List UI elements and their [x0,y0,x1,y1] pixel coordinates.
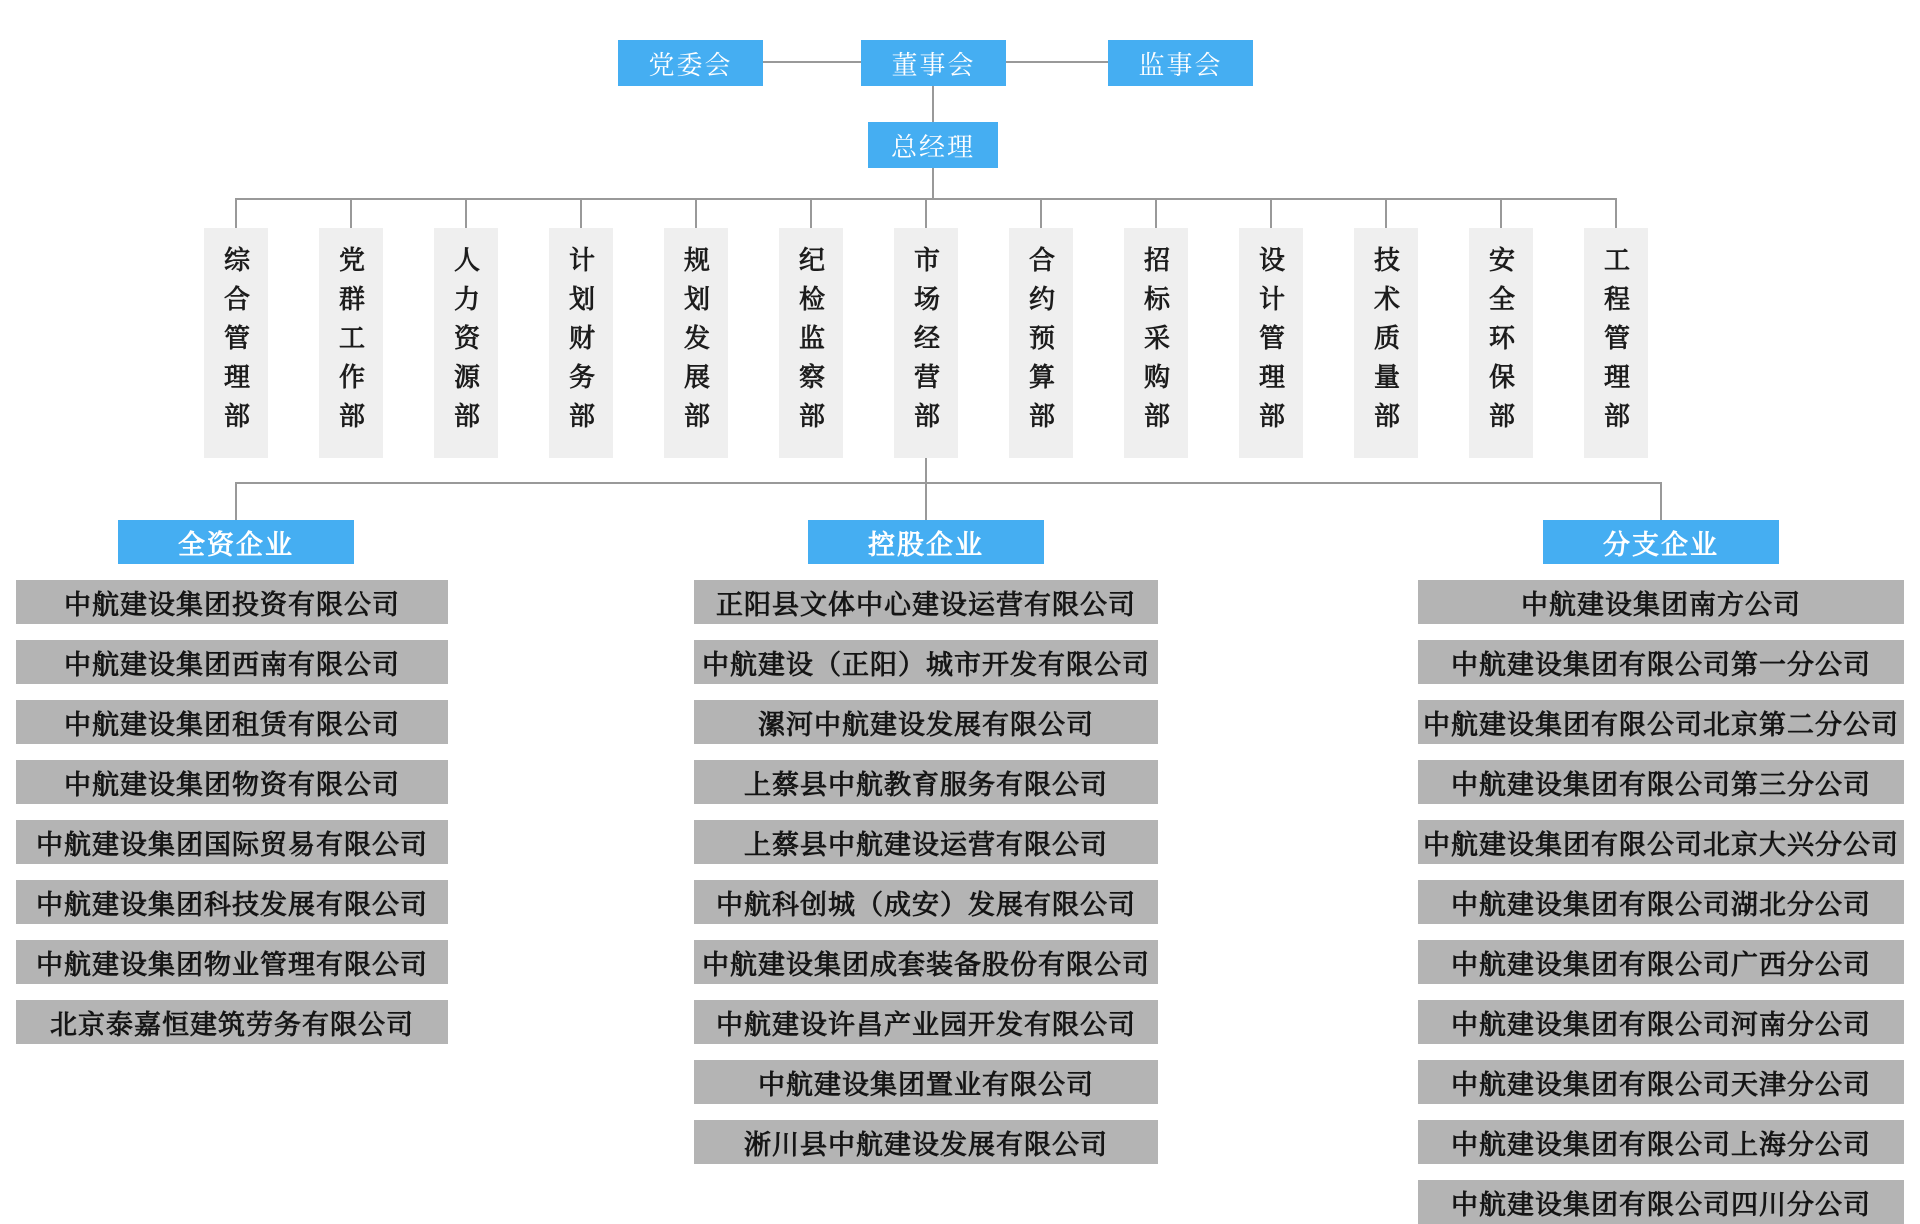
dept-label: 市场经营部 [910,245,941,441]
group-header-wholly-owned [118,520,354,564]
dept-box-planning-dev [664,228,728,458]
company-label: 中航建设集团西南有限公司 [64,649,400,680]
dept-label: 安全环保部 [1485,245,1516,441]
company-box [694,760,1158,804]
company-box [694,880,1158,924]
dept-box-marketing [894,228,958,458]
dept-box-design-mgmt [1239,228,1303,458]
company-box [1418,820,1904,864]
company-box [16,700,448,744]
company-label: 中航建设集团有限公司天津分公司 [1451,1069,1871,1100]
node-board-of-directors [861,40,1006,86]
company-label: 中航科创城（成安）发展有限公司 [716,889,1136,920]
dept-box-plan-finance [549,228,613,458]
connector-line [1270,198,1272,228]
group-header-label: 控股企业 [868,529,984,560]
connector-line [810,198,812,228]
company-box [16,820,448,864]
company-label: 北京泰嘉恒建筑劳务有限公司 [50,1009,414,1040]
connector-line [1040,198,1042,228]
company-label: 中航建设集团租赁有限公司 [64,709,400,740]
company-label: 中航建设集团物业管理有限公司 [36,949,428,980]
company-box [694,580,1158,624]
dept-box-human-resources [434,228,498,458]
company-label: 中航建设集团有限公司北京第二分公司 [1423,709,1899,740]
connector-line [763,61,861,63]
dept-label: 合约预算部 [1025,245,1056,441]
company-label: 上蔡县中航教育服务有限公司 [744,769,1108,800]
dept-label: 党群工作部 [335,245,366,441]
connector-line [925,198,927,228]
company-label: 中航建设集团国际贸易有限公司 [36,829,428,860]
node-label: 总经理 [890,131,975,162]
company-label: 中航建设集团投资有限公司 [64,589,400,620]
dept-label: 设计管理部 [1255,245,1286,441]
dept-box-engineering [1584,228,1648,458]
connector-line [1385,198,1387,228]
company-label: 中航建设集团有限公司第一分公司 [1451,649,1871,680]
node-general-manager [868,122,998,168]
connector-line [1660,482,1662,520]
company-box [1418,1000,1904,1044]
company-box [1418,700,1904,744]
dept-label: 规划发展部 [680,245,711,441]
company-label: 上蔡县中航建设运营有限公司 [744,829,1108,860]
company-label: 中航建设集团有限公司北京大兴分公司 [1423,829,1899,860]
company-label: 中航建设集团有限公司湖北分公司 [1451,889,1871,920]
company-label: 中航建设集团置业有限公司 [758,1069,1094,1100]
connector-line [1615,198,1617,228]
dept-label: 纪检监察部 [795,245,826,441]
connector-line [932,168,934,199]
dept-box-discipline [779,228,843,458]
company-label: 正阳县文体中心建设运营有限公司 [716,589,1136,620]
dept-box-general-admin [204,228,268,458]
dept-box-tech-quality [1354,228,1418,458]
group-header-label: 分支企业 [1603,529,1719,560]
company-label: 中航建设集团南方公司 [1521,589,1801,620]
node-label: 党委会 [648,49,733,80]
dept-label: 招标采购部 [1140,245,1171,441]
company-box [16,580,448,624]
connector-line [235,198,237,228]
dept-label: 技术质量部 [1370,245,1401,441]
dept-label: 工程管理部 [1600,245,1631,441]
company-label: 中航建设集团有限公司上海分公司 [1451,1129,1871,1160]
group-header-label: 全资企业 [178,529,294,560]
connector-line [235,482,1662,484]
connector-line [1155,198,1157,228]
connector-line [350,198,352,228]
company-box [16,760,448,804]
company-label: 中航建设集团科技发展有限公司 [36,889,428,920]
dept-box-safety-env [1469,228,1533,458]
node-supervisory-board [1108,40,1253,86]
company-box [16,880,448,924]
company-label: 漯河中航建设发展有限公司 [758,709,1094,740]
company-box [694,940,1158,984]
company-box [694,820,1158,864]
company-box [694,700,1158,744]
connector-line [235,482,237,520]
group-header-holding [808,520,1044,564]
dept-box-contract-budget [1009,228,1073,458]
group-header-branch [1543,520,1779,564]
connector-line [465,198,467,228]
company-label: 中航建设集团有限公司河南分公司 [1451,1009,1871,1040]
connector-line [925,458,927,520]
company-box [1418,1120,1904,1164]
connector-line [1500,198,1502,228]
company-box [694,1120,1158,1164]
company-box [694,1060,1158,1104]
connector-line [695,198,697,228]
company-box [694,640,1158,684]
company-box [16,940,448,984]
company-label: 中航建设集团有限公司广西分公司 [1451,949,1871,980]
dept-box-party-mass [319,228,383,458]
company-label: 淅川县中航建设发展有限公司 [744,1129,1108,1160]
dept-label: 综合管理部 [220,245,251,441]
company-label: 中航建设集团有限公司第三分公司 [1451,769,1871,800]
company-label: 中航建设（正阳）城市开发有限公司 [702,649,1150,680]
dept-box-bidding [1124,228,1188,458]
connector-line [580,198,582,228]
connector-line [932,86,934,122]
node-label: 监事会 [1138,49,1223,80]
company-box [1418,1180,1904,1224]
company-label: 中航建设许昌产业园开发有限公司 [716,1009,1136,1040]
node-label: 董事会 [891,49,976,80]
company-box [16,1000,448,1044]
company-box [694,1000,1158,1044]
company-box [1418,640,1904,684]
company-box [1418,580,1904,624]
connector-line [1006,61,1108,63]
dept-label: 计划财务部 [565,245,596,441]
company-label: 中航建设集团成套装备股份有限公司 [702,949,1150,980]
dept-label: 人力资源部 [450,245,481,441]
company-box [1418,880,1904,924]
company-box [1418,1060,1904,1104]
company-label: 中航建设集团物资有限公司 [64,769,400,800]
node-party-committee [618,40,763,86]
company-label: 中航建设集团有限公司四川分公司 [1451,1189,1871,1220]
company-box [16,640,448,684]
company-box [1418,760,1904,804]
company-box [1418,940,1904,984]
